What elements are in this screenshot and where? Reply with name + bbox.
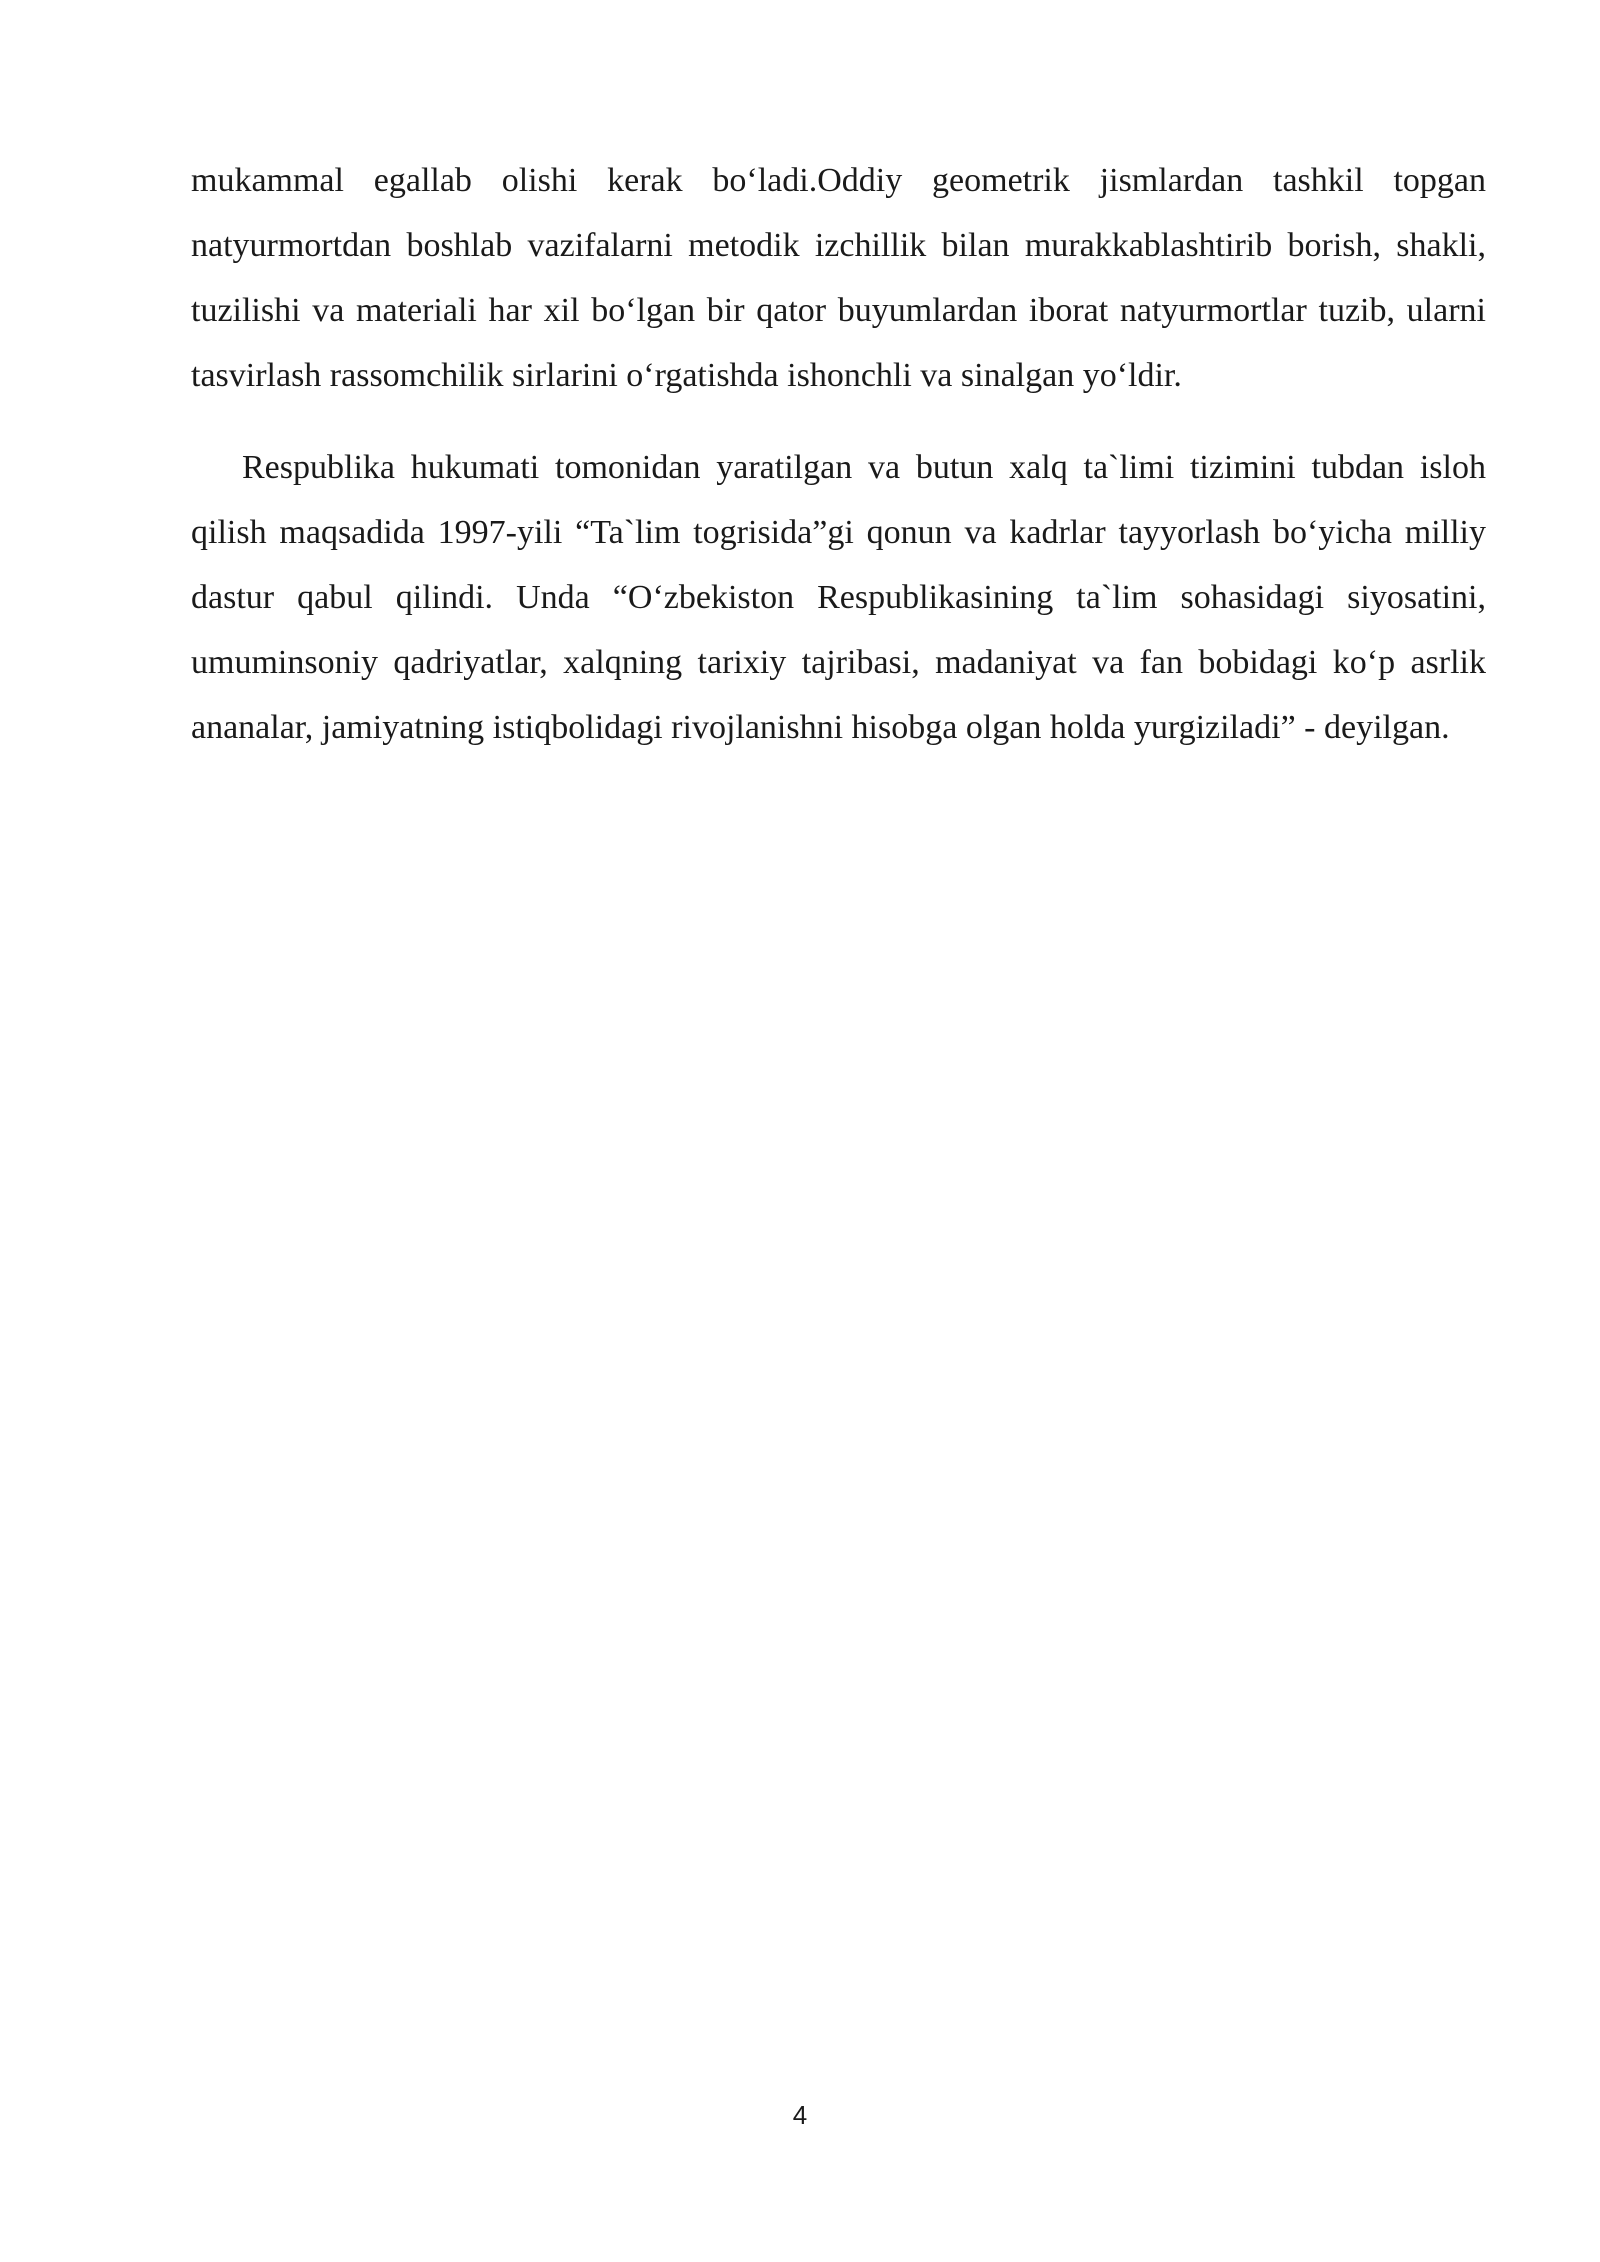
paragraph-1: mukammal egallab olishi kerak bo‘ladi.Oddiy geometrik jismlardan tashkil topgan natyurmortdan boshlab vazifalarni metodik izchillik bilan murakkablashtirib borish, shakli, tuzilishi va materiali har xil bo‘lgan bir qator buyumlardan iborat natyurmortlar tuzib, ularni tasvirlash rassomchilik sirlarini o‘rgatishda ishonchli va sinalgan yo‘ldir. <box>191 162 1486 394</box>
page-number: 4 <box>792 2100 808 2130</box>
paragraph-2: Respublika hukumati tomonidan yaratilgan va butun xalq ta`limi tizimini tubdan isloh qilish maqsadida 1997-yili “Ta`lim togrisida”gi qonun va kadrlar tayyorlash bo‘yicha milliy dastur qabul qilindi. Unda “O‘zbekiston Respublikasining ta`lim sohasidagi siyosatini, umuminsoniy qadriyatlar, xalqning tarixiy tajribasi, madaniyat va fan bobidagi ko‘p asrlik ananalar, jamiyatning istiqbolidagi rivojlanishni hisobga olgan holda yurgiziladi” - deyilgan. <box>191 449 1486 746</box>
document-body <box>191 148 1486 760</box>
